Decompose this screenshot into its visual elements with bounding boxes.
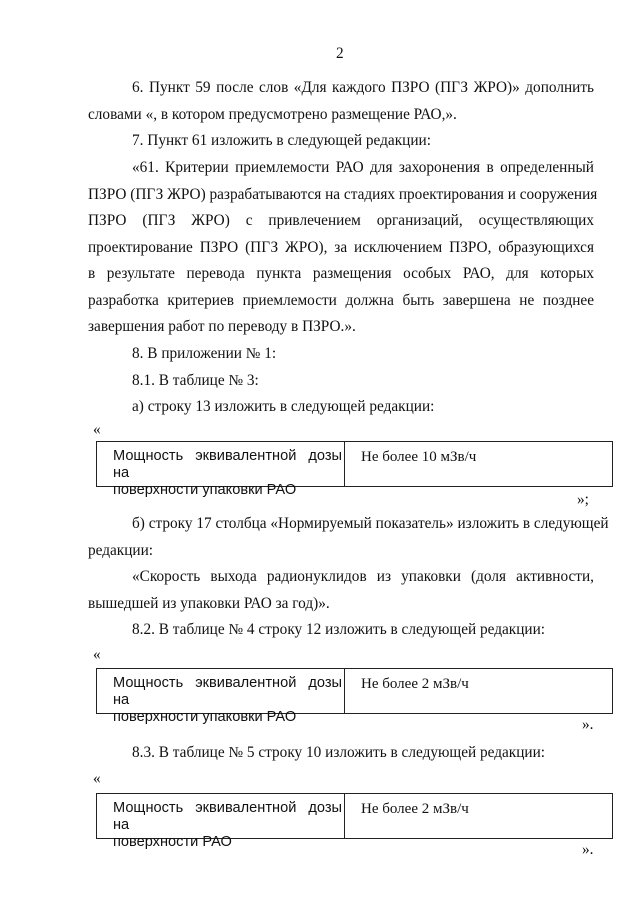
table1-parameter-cell [97, 442, 345, 498]
table-row-10 [96, 793, 613, 850]
item8-sub1: 8.1. В таблице № 3: [132, 372, 259, 389]
open-quote-1: « [93, 421, 101, 438]
table3-parameter-line2: поверхности РАО [113, 834, 232, 850]
item8-sub1a: а) строку 13 изложить в следующей редакции: [132, 398, 435, 415]
item8-sub3: 8.3. В таблице № 5 строку 10 изложить в следующей редакции: [132, 744, 546, 761]
item7-line-4: проектирование ПЗРО (ПГЗ ЖРО), за исключением ПЗРО, образующихся [88, 239, 594, 256]
open-quote-3: « [93, 770, 101, 787]
table2-parameter-line1: Мощность эквивалентной дозы на [113, 675, 342, 708]
item6-line2: словами «, в котором предусмотрено размещение РАО,». [88, 106, 457, 123]
close-quote-1: »; [577, 491, 589, 508]
table2-parameter-line2: поверхности упаковки РАО [113, 709, 297, 725]
page-number: 2 [336, 45, 344, 62]
quote-line2: вышедшей из упаковки РАО за год)». [88, 595, 330, 612]
close-quote-3: ». [582, 841, 594, 858]
table3-parameter-line1: Мощность эквивалентной дозы на [113, 800, 342, 833]
item7-line-3: ПЗРО (ПГЗ ЖРО) с привлечением организаций, осуществляющих [88, 212, 594, 229]
table1-parameter-line2: поверхности упаковки РАО [113, 482, 297, 498]
table-row-12 [96, 668, 613, 725]
item8-sub1b-line2: редакции: [88, 542, 154, 559]
item7-line-6: разработка критериев приемлемости должна быть завершена не позднее [88, 292, 594, 309]
item8-sub1b-line1: б) строку 17 столбца «Нормируемый показатель» изложить в следующей [132, 515, 609, 532]
table3-parameter-cell [97, 794, 345, 850]
item7-line-2: ПЗРО (ПГЗ ЖРО) разрабатываются на стадиях проектирования и сооружения [88, 186, 598, 203]
close-quote-2: ». [582, 716, 594, 733]
item6-line1: 6. Пункт 59 после слов «Для каждого ПЗРО (ПГЗ ЖРО)» дополнить [132, 79, 594, 96]
item8-heading: 8. В приложении № 1: [132, 345, 277, 362]
table-row-13 [96, 441, 613, 498]
table3-value-cell: Не более 2 мЗв/ч [361, 801, 469, 817]
quote-line1: «Скорость выхода радионуклидов из упаковки (доля активности, [132, 568, 594, 585]
table1-parameter-line1: Мощность эквивалентной дозы на [113, 448, 342, 481]
table2-value-cell: Не более 2 мЗв/ч [361, 676, 469, 692]
item7-line-7: завершения работ по переводу в ПЗРО.». [88, 318, 356, 335]
table2-parameter-cell [97, 669, 345, 725]
item8-sub2: 8.2. В таблице № 4 строку 12 изложить в следующей редакции: [132, 621, 546, 638]
item7-heading: 7. Пункт 61 изложить в следующей редакции: [132, 132, 431, 149]
open-quote-2: « [93, 646, 101, 663]
item7-line-5: в результате перевода пункта размещения особых РАО, для которых [88, 265, 594, 282]
table1-value-cell: Не более 10 мЗв/ч [361, 449, 477, 465]
item7-line-1: «61. Критерии приемлемости РАО для захоронения в определенный [132, 159, 594, 176]
